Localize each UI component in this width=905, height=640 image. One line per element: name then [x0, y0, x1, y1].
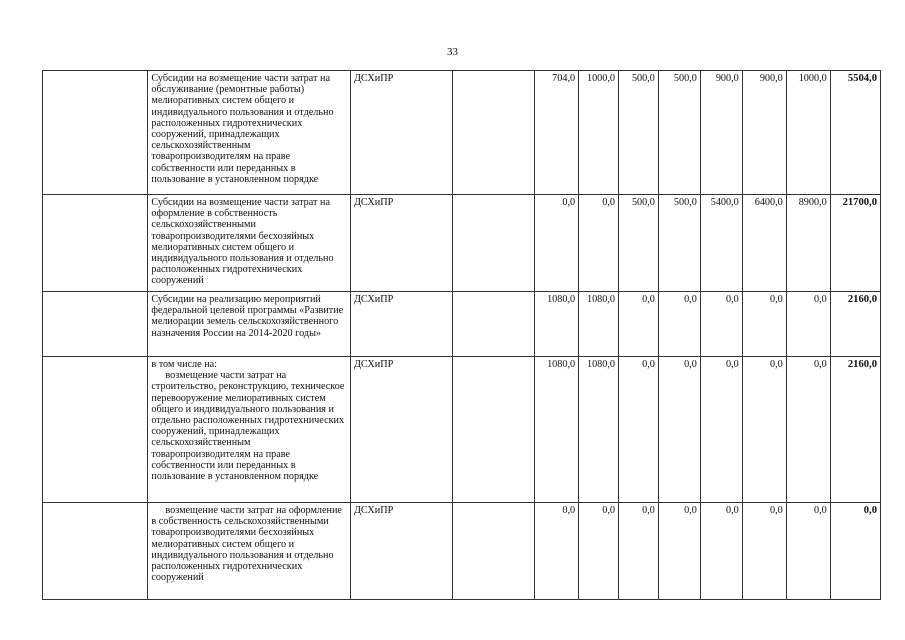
table-row — [43, 357, 881, 503]
value-cell: 500,0 — [658, 71, 700, 195]
value-cell: 1000,0 — [579, 71, 619, 195]
value-cell: 0,0 — [786, 292, 830, 357]
value-cell: 1000,0 — [786, 71, 830, 195]
value-cell: 0,0 — [618, 503, 658, 600]
value-cell: 500,0 — [618, 71, 658, 195]
blank-cell — [43, 503, 148, 600]
blank-cell — [453, 195, 535, 292]
table-row — [43, 195, 881, 292]
blank-cell — [453, 503, 535, 600]
value-cell: 1080,0 — [535, 292, 579, 357]
value-cell: 0,0 — [786, 357, 830, 503]
value-cell: 0,0 — [700, 357, 742, 503]
table-row — [43, 71, 881, 195]
value-cell: 0,0 — [700, 503, 742, 600]
table-row — [43, 292, 881, 357]
blank-cell — [453, 357, 535, 503]
value-cell: 900,0 — [700, 71, 742, 195]
value-cell: 0,0 — [658, 292, 700, 357]
value-cell: 0,0 — [658, 357, 700, 503]
executor-cell: ДСХиПР — [350, 292, 452, 357]
value-cell: 0,0 — [658, 503, 700, 600]
executor-cell: ДСХиПР — [350, 195, 452, 292]
value-cell: 500,0 — [658, 195, 700, 292]
total-cell: 2160,0 — [830, 292, 880, 357]
measure-name-cell — [148, 357, 351, 503]
value-cell: 0,0 — [786, 503, 830, 600]
executor-cell: ДСХиПР — [350, 357, 452, 503]
measure-name-cell — [148, 503, 351, 600]
value-cell: 5400,0 — [700, 195, 742, 292]
total-cell: 21700,0 — [830, 195, 880, 292]
page-number: 33 — [447, 46, 458, 58]
value-cell: 1080,0 — [579, 357, 619, 503]
blank-cell — [43, 71, 148, 195]
measure-name-cell: Субсидии на возмещение части затрат на обслуживание (ремонтные работы) мелиоративных систем общего и индивидуального пользования и отдельно расположенных гидротехнических сооружений, принадлежащих сельскохозяйственным товаропроизводителям на праве собственности или переданных в пользование в установленном порядке — [148, 71, 351, 195]
value-cell: 0,0 — [742, 357, 786, 503]
table-row — [43, 503, 881, 600]
value-cell: 1080,0 — [579, 292, 619, 357]
value-cell: 6400,0 — [742, 195, 786, 292]
value-cell: 0,0 — [742, 503, 786, 600]
value-cell: 0,0 — [618, 292, 658, 357]
value-cell: 0,0 — [700, 292, 742, 357]
blank-cell — [43, 292, 148, 357]
value-cell: 0,0 — [742, 292, 786, 357]
measure-name-cell: Субсидии на возмещение части затрат на оформление в собственность сельскохозяйственными товаропроизводителями бесхозяйных мелиоративных систем общего и индивидуального пользования и отдельно расположенных гидротехнических сооружений — [148, 195, 351, 292]
subitem-heading: в том числе на: — [151, 359, 217, 370]
value-cell: 0,0 — [535, 195, 579, 292]
total-cell: 2160,0 — [830, 357, 880, 503]
value-cell: 0,0 — [535, 503, 579, 600]
total-cell: 5504,0 — [830, 71, 880, 195]
value-cell: 0,0 — [618, 357, 658, 503]
executor-cell: ДСХиПР — [350, 71, 452, 195]
value-cell: 500,0 — [618, 195, 658, 292]
budget-table — [42, 70, 881, 600]
blank-cell — [43, 195, 148, 292]
blank-cell — [453, 71, 535, 195]
total-cell: 0,0 — [830, 503, 880, 600]
value-cell: 8900,0 — [786, 195, 830, 292]
subitem-text: возмещение части затрат на оформление в собственность сельскохозяйственными товаропроизводителями бесхозяйных мелиоративных систем общего и индивидуального пользования и отдельно расположенных гидротехнических сооружений — [151, 505, 342, 584]
blank-cell — [453, 292, 535, 357]
value-cell: 0,0 — [579, 195, 619, 292]
subitem-text: возмещение части затрат на строительство, реконструкцию, техническое перевооружение мелиоративных систем общего и индивидуального пользования и отдельно расположенных гидротехнических сооружений, принадлежащих сельскохозяйственным товаропроизводителям на праве собственности или переданных в пользование в установленном порядке — [151, 370, 345, 483]
value-cell: 0,0 — [579, 503, 619, 600]
executor-cell: ДСХиПР — [350, 503, 452, 600]
value-cell: 900,0 — [742, 71, 786, 195]
value-cell: 1080,0 — [535, 357, 579, 503]
measure-name-cell: Субсидии на реализацию мероприятий федеральной целевой программы «Развитие мелиорации земель сельскохозяйственного назначения России на 2014-2020 годы» — [148, 292, 351, 357]
blank-cell — [43, 357, 148, 503]
value-cell: 704,0 — [535, 71, 579, 195]
